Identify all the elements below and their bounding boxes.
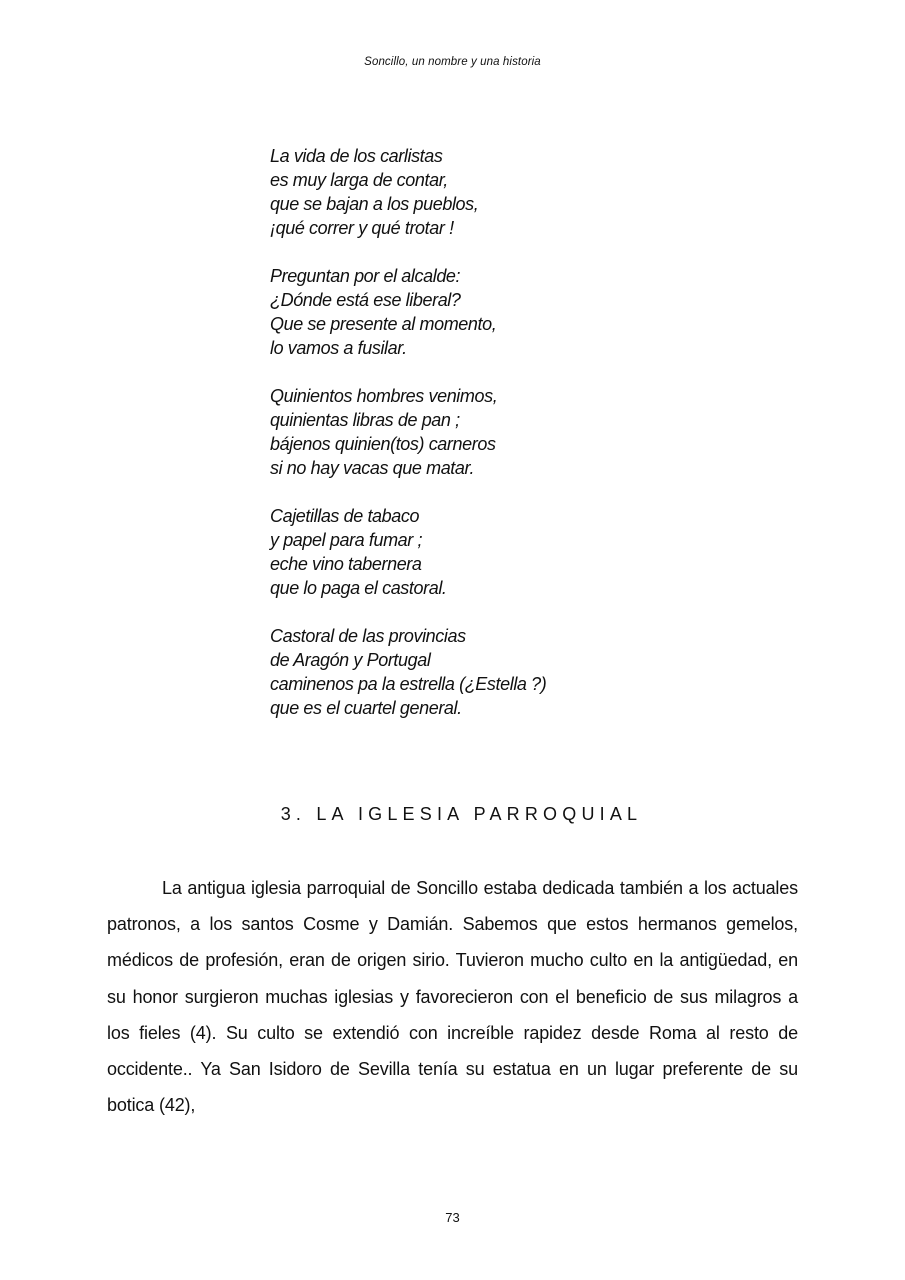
poem-line: si no hay vacas que matar. xyxy=(270,458,475,478)
poem-line: Preguntan por el alcalde: xyxy=(270,266,461,286)
poem-line: Cajetillas de tabaco xyxy=(270,506,420,526)
body-paragraph: La antigua iglesia parroquial de Soncillo estaba dedicada también a los actuales patronos, a los santos Cosme y Damián. Sabemos que estos hermanos gemelos, médicos de profesión, eran de origen sirio. Tuvieron mucho culto en la antigüedad, en su honor surgieron muchas iglesias y favorecieron con el beneficio de sus milagros a los fieles (4). Su culto se extendió con increíble rapidez desde Roma al resto de occidente.. Ya San Isidoro de Sevilla tenía su estatua en un lugar preferente de su botica (42), xyxy=(107,878,798,1116)
poem-stanza xyxy=(270,504,690,600)
poem-line: ¡qué correr y qué trotar ! xyxy=(270,218,454,238)
poem-stanza xyxy=(270,384,690,480)
poem-line: La vida de los carlistas xyxy=(270,146,443,166)
poem-line: bájenos quinien(tos) carneros xyxy=(270,434,496,454)
poem-line: eche vino tabernera xyxy=(270,554,422,574)
poem-line: caminenos pa la estrella (¿Estella ?) xyxy=(270,674,547,694)
page-number: 73 xyxy=(445,1210,460,1225)
poem-line: de Aragón y Portugal xyxy=(270,650,431,670)
poem-stanza xyxy=(270,264,690,360)
poem-stanza xyxy=(270,624,690,720)
poem-line: que se bajan a los pueblos, xyxy=(270,194,479,214)
poem-line: Que se presente al momento, xyxy=(270,314,497,334)
section-heading: 3. LA IGLESIA PARROQUIAL xyxy=(280,804,643,824)
poem-line: y papel para fumar ; xyxy=(270,530,423,550)
poem-line: que lo paga el castoral. xyxy=(270,578,447,598)
poem-line: lo vamos a fusilar. xyxy=(270,338,407,358)
poem-line: es muy larga de contar, xyxy=(270,170,448,190)
poem-line: Quinientos hombres venimos, xyxy=(270,386,498,406)
poem-line: que es el cuartel general. xyxy=(270,698,462,718)
poem-line: quinientas libras de pan ; xyxy=(270,410,460,430)
poem-line: Castoral de las provincias xyxy=(270,626,466,646)
poem-stanza xyxy=(270,144,690,240)
poem xyxy=(270,144,690,720)
running-header: Soncillo, un nombre y una historia xyxy=(364,56,541,68)
poem-line: ¿Dónde está ese liberal? xyxy=(270,290,461,310)
